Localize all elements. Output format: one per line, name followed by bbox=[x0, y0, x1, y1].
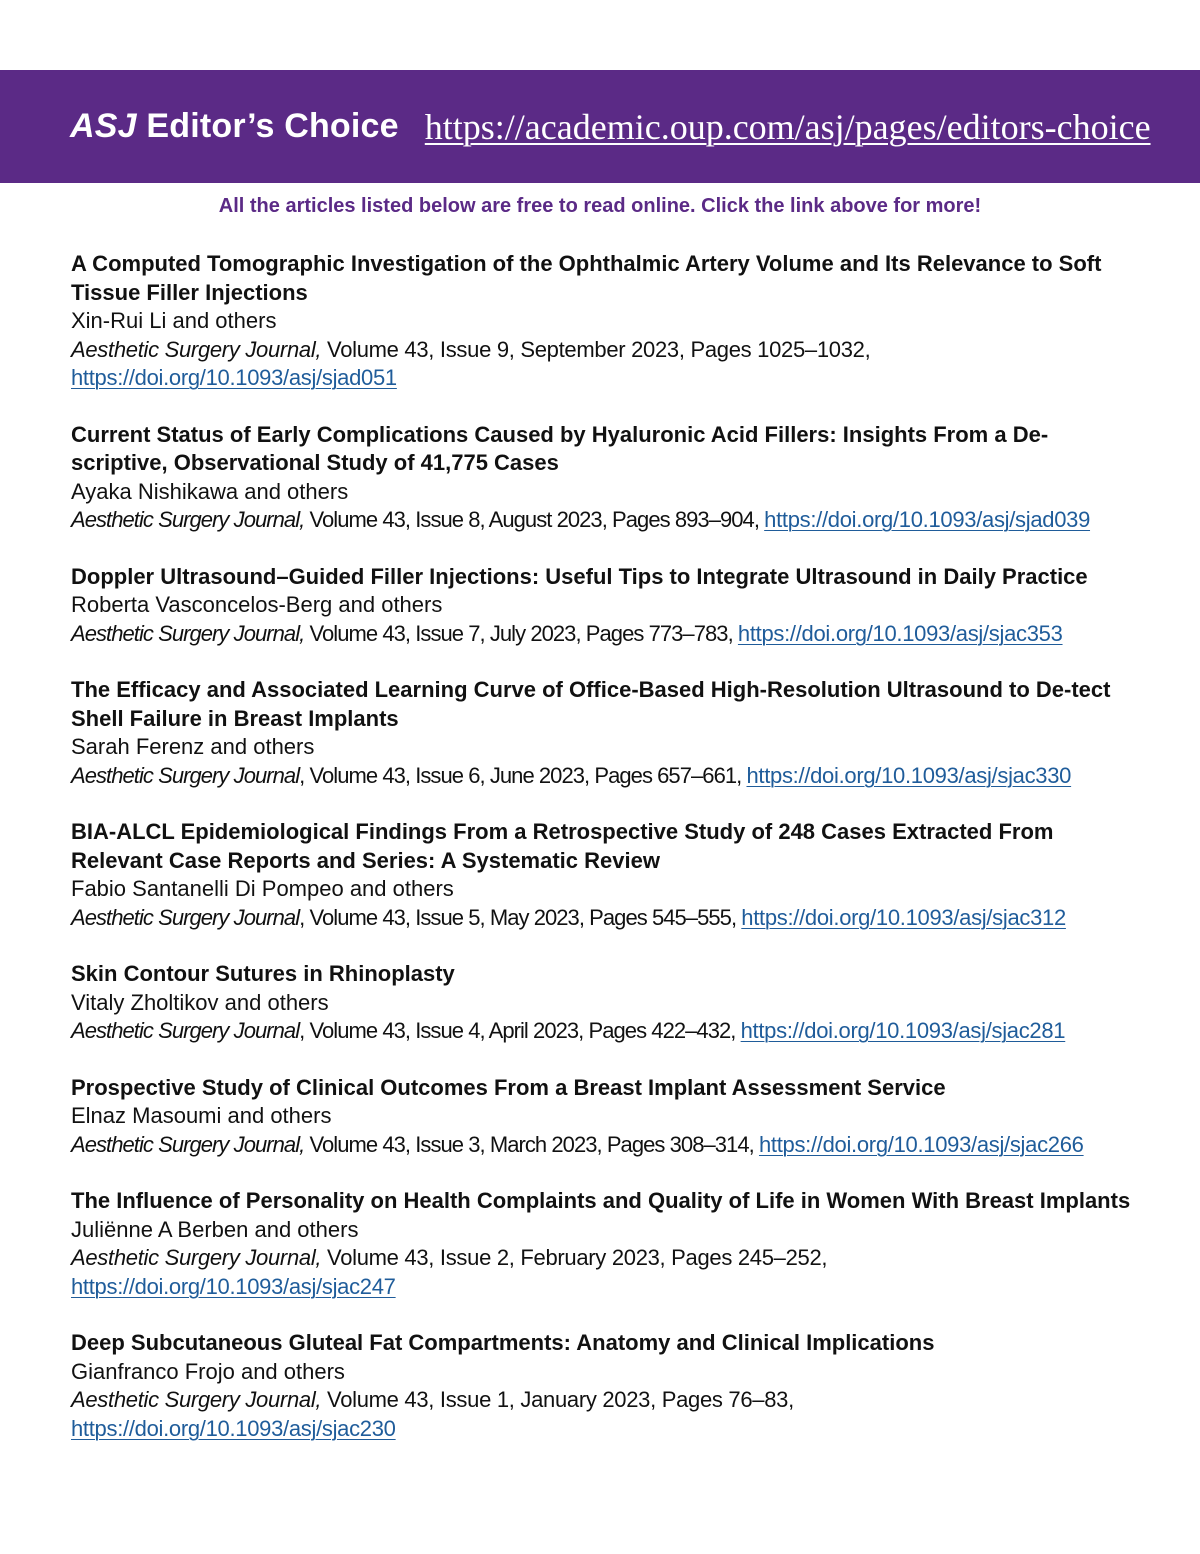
article-authors: Ayaka Nishikawa and others bbox=[71, 478, 349, 504]
doi-link[interactable]: https://doi.org/10.1093/asj/sjac330 bbox=[746, 762, 1072, 788]
doi-link[interactable]: https://doi.org/10.1093/asj/sjad039 bbox=[764, 507, 1091, 532]
article-authors: Roberta Vasconcelos-Berg and others bbox=[71, 592, 443, 617]
article-authors: Sarah Ferenz and others bbox=[71, 734, 315, 759]
article-title: Skin Contour Sutures in Rhinoplasty bbox=[71, 961, 455, 986]
article-citation bbox=[71, 506, 1141, 535]
journal-name: Aesthetic Surgery Journal bbox=[71, 762, 300, 788]
citation-details: , Volume 43, Issue 4, April 2023, Pages 422–432, bbox=[299, 1018, 736, 1043]
article-citation bbox=[71, 336, 1141, 393]
article-authors: Juliënne A Berben and others bbox=[71, 1216, 359, 1242]
article-authors: Gianfranco Frojo and others bbox=[71, 1358, 345, 1384]
article-citation bbox=[71, 1386, 1141, 1443]
article-title: The Influence of Personality on Health Complaints and Quality of Life in Women With Breast Implants bbox=[71, 1188, 1131, 1213]
citation-details: Volume 43, Issue 7, July 2023, Pages 773–783, bbox=[304, 620, 733, 646]
doi-link[interactable]: https://doi.org/10.1093/asj/sjac281 bbox=[740, 1018, 1066, 1043]
article-authors: Elnaz Masoumi and others bbox=[71, 1103, 332, 1128]
article-item bbox=[71, 1074, 1141, 1160]
article-item bbox=[71, 1329, 1141, 1443]
article-authors: Vitaly Zholtikov and others bbox=[71, 989, 329, 1015]
editors-choice-link[interactable]: https://academic.oup.com/asj/pages/editors-choice bbox=[424, 106, 1151, 147]
doi-link[interactable]: https://doi.org/10.1093/asj/sjac266 bbox=[758, 1131, 1084, 1157]
article-authors: Fabio Santanelli Di Pompeo and others bbox=[71, 876, 454, 901]
doi-link[interactable]: https://doi.org/10.1093/asj/sjac353 bbox=[737, 620, 1063, 646]
article-item bbox=[71, 421, 1141, 535]
article-title: Deep Subcutaneous Gluteal Fat Compartments: Anatomy and Clinical Implications bbox=[71, 1330, 935, 1355]
citation-details: Volume 43, Issue 8, August 2023, Pages 893–904, bbox=[304, 507, 759, 532]
article-citation bbox=[71, 1131, 1141, 1160]
article-title: The Efficacy and Associated Learning Curve of Office-Based High-Resolution Ultrasound to De-tect Shell Failure in Breast Implants bbox=[71, 677, 1111, 731]
page-title-text: Editor’s Choice bbox=[136, 107, 399, 145]
article-title: Current Status of Early Complications Caused by Hyaluronic Acid Fillers: Insights From a De-scriptive, Observational Study of 41,775 Cases bbox=[71, 421, 1049, 475]
article-title: A Computed Tomographic Investigation of the Ophthalmic Artery Volume and Its Relevance to Soft Tissue Filler Injections bbox=[71, 251, 1102, 305]
journal-name: Aesthetic Surgery Journal, bbox=[71, 1387, 322, 1412]
article-title: BIA-ALCL Epidemiological Findings From a Retrospective Study of 248 Cases Extracted From Relevant Case Reports and Series: A Systematic Review bbox=[71, 819, 1054, 873]
article-item bbox=[71, 676, 1141, 790]
article-title: Prospective Study of Clinical Outcomes From a Breast Implant Assessment Service bbox=[71, 1074, 946, 1100]
citation-details: , Volume 43, Issue 5, May 2023, Pages 545–555, bbox=[299, 904, 737, 930]
journal-name: Aesthetic Surgery Journal, bbox=[71, 507, 305, 532]
journal-name: Aesthetic Surgery Journal bbox=[71, 1018, 300, 1043]
journal-name: Aesthetic Surgery Journal, bbox=[71, 336, 322, 362]
article-citation bbox=[71, 904, 1141, 933]
article-citation bbox=[71, 1017, 1141, 1046]
article-item bbox=[71, 818, 1141, 932]
article-authors: Xin-Rui Li and others bbox=[71, 308, 277, 333]
doi-link[interactable]: https://doi.org/10.1093/asj/sjad051 bbox=[71, 365, 397, 390]
doi-link[interactable]: https://doi.org/10.1093/asj/sjac312 bbox=[741, 904, 1066, 930]
article-citation bbox=[71, 620, 1141, 649]
journal-name: Aesthetic Surgery Journal bbox=[71, 904, 300, 930]
article-title: Doppler Ultrasound–Guided Filler Injections: Useful Tips to Integrate Ultrasound in Daily Practice bbox=[71, 563, 1088, 589]
journal-name: Aesthetic Surgery Journal, bbox=[71, 1245, 322, 1270]
header-banner bbox=[0, 70, 1200, 183]
free-access-note: All the articles listed below are free to read online. Click the link above for more! bbox=[218, 195, 982, 217]
article-citation bbox=[71, 762, 1141, 791]
journal-name: Aesthetic Surgery Journal, bbox=[71, 620, 305, 646]
doi-link[interactable]: https://doi.org/10.1093/asj/sjac247 bbox=[71, 1273, 396, 1299]
article-item bbox=[71, 960, 1141, 1046]
citation-details: Volume 43, Issue 3, March 2023, Pages 308–314, bbox=[304, 1131, 754, 1157]
article-citation bbox=[71, 1244, 1141, 1301]
page-title bbox=[70, 107, 399, 146]
journal-abbrev: ASJ bbox=[70, 107, 137, 145]
citation-details: Volume 43, Issue 1, January 2023, Pages 76–83, bbox=[321, 1387, 794, 1412]
article-list bbox=[71, 250, 1141, 1471]
article-item bbox=[71, 1187, 1141, 1301]
citation-details: , Volume 43, Issue 6, June 2023, Pages 657–661, bbox=[299, 762, 742, 788]
article-item bbox=[71, 250, 1141, 393]
journal-name: Aesthetic Surgery Journal, bbox=[71, 1131, 305, 1157]
citation-details: Volume 43, Issue 9, September 2023, Pages 1025–1032, bbox=[321, 336, 871, 362]
doi-link[interactable]: https://doi.org/10.1093/asj/sjac230 bbox=[71, 1415, 396, 1441]
article-item bbox=[71, 563, 1141, 649]
citation-details: Volume 43, Issue 2, February 2023, Pages 245–252, bbox=[321, 1245, 828, 1270]
